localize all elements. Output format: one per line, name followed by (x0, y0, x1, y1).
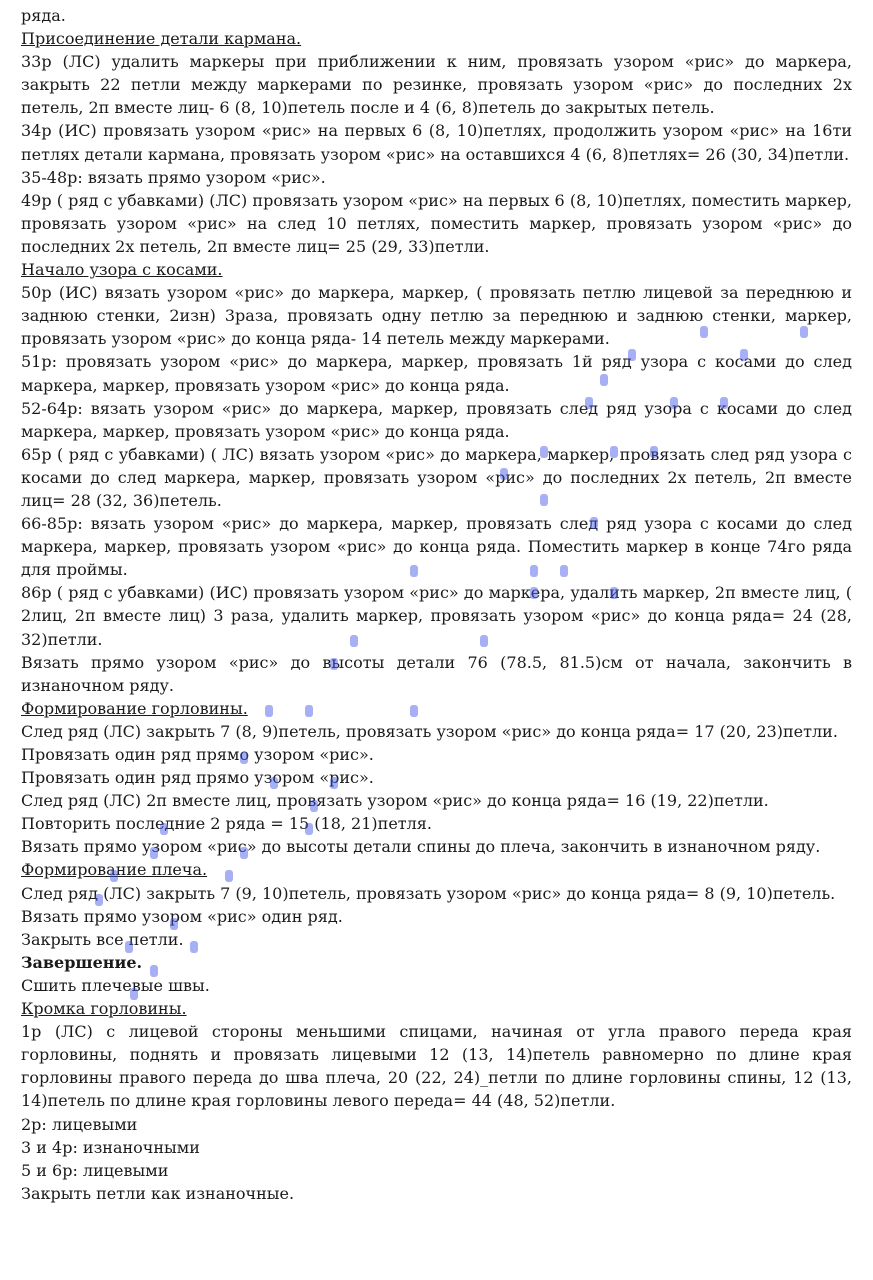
highlight-mark (330, 658, 338, 670)
highlight-mark (225, 870, 233, 882)
highlight-mark (240, 847, 248, 859)
section-heading: Присоединение детали кармана. (21, 29, 302, 49)
highlight-mark (240, 752, 248, 764)
paragraph: 49р ( ряд с убавками) (ЛС) провязать узором «рис» на первых 6 (8, 10)петлях, поместить маркер, провязать узором «рис» на след 10 петлях, поместить маркер, провязать узором «рис» до последних 2х петель, 2п вместе лиц= 25 (29, 33)петли. (21, 190, 852, 256)
paragraph: 51р: провязать узором «рис» до маркера, маркер, провязать 1й ряд узора с косами до след маркера, маркер, провязать узором «рис» до конца ряда. (21, 352, 852, 395)
highlight-mark (530, 587, 538, 599)
paragraph: 34р (ИС) провязать узором «рис» на первых 6 (8, 10)петлях, продолжить узором «рис» на 16ти петлях детали кармана, провязать узором «рис» на оставшихся 4 (6, 8)петлях= 26 (30, 34)петли. (21, 121, 852, 164)
paragraph: Закрыть петли как изнаночные. (21, 1183, 295, 1203)
paragraph: Повторить последние 2 ряда = 15 (18, 21)петля. (21, 814, 432, 834)
highlight-mark (190, 941, 198, 953)
highlight-mark (170, 918, 178, 930)
section-heading: Формирование горловины. (21, 698, 248, 718)
paragraph: 1р (ЛС) с лицевой стороны меньшими спицами, начиная от угла правого переда края горловины, поднять и провязать лицевыми 12 (13, 14)петель равномерно по длине края горловины правого переда до шва плеча, 20 (22, 24)_петли по длине горловины спины, 12 (13, 14)петель по длине края горловины левого переда= 44 (48, 52)петли. (21, 1022, 852, 1111)
paragraph: Закрыть все петли. (21, 929, 184, 949)
paragraph: 50р (ИС) вязать узором «рис» до маркера, маркер, ( провязать петлю лицевой за переднюю и заднюю стенки, 2изн) 3раза, провязать одну петлю за переднюю и заднюю стенки, маркер, провязать узором «рис» до конца ряда- 14 петель между маркерами. (21, 283, 852, 349)
highlight-mark (150, 965, 158, 977)
paragraph: 66-85р: вязать узором «рис» до маркера, маркер, провязать след ряд узора с косами до след маркера, маркер, провязать узором «рис» до конца ряда. Поместить маркер в конце 74го ряда для проймы. (21, 514, 852, 580)
highlight-mark (130, 988, 138, 1000)
highlight-mark (305, 705, 313, 717)
paragraph: 52-64р: вязать узором «рис» до маркера, маркер, провязать след ряд узора с косами до след маркера, маркер, провязать узором «рис» до конца ряда. (21, 398, 852, 441)
highlight-mark (160, 823, 168, 835)
highlight-mark (125, 941, 133, 953)
paragraph: ряда. (21, 6, 66, 25)
highlight-mark (330, 777, 338, 789)
highlight-mark (670, 397, 678, 409)
paragraph: Провязать один ряд прямо узором «рис». (21, 745, 374, 764)
paragraph: 33р (ЛС) удалить маркеры при приближении к ним, провязать узором «рис» до маркера, закрыть 22 петли между маркерами по резинке, провязать узором «рис» до последних 2х петель, 2п вместе лиц- 6 (8, 10)петель после и 4 (6, 8)петель до закрытых петель. (21, 52, 852, 118)
highlight-mark (500, 468, 508, 480)
highlight-mark (720, 397, 728, 409)
highlight-mark (610, 446, 618, 458)
highlight-mark (310, 800, 318, 812)
highlight-mark (590, 517, 598, 529)
paragraph: 5 и 6р: лицевыми (21, 1160, 169, 1180)
section-heading: Кромка горловины. (21, 999, 187, 1019)
highlight-mark (270, 777, 278, 789)
highlight-mark (740, 349, 748, 361)
section-heading: Начало узора с косами. (21, 260, 223, 280)
highlight-mark (95, 894, 103, 906)
highlight-mark (410, 565, 418, 577)
bold-heading: Завершение. (21, 952, 143, 972)
highlight-mark (480, 635, 488, 647)
highlight-mark (560, 565, 568, 577)
paragraph: Вязать прямо узором «рис» один ряд. (21, 906, 343, 926)
highlight-mark (585, 397, 593, 409)
paragraph: Вязать прямо узором «рис» до высоты детали 76 (78.5, 81.5)см от начала, закончить в изнаночном ряду. (21, 652, 852, 695)
paragraph: Провязать один ряд прямо узором «рис». (21, 768, 374, 788)
paragraph: 86р ( ряд с убавками) (ИС) провязать узором «рис» до маркера, удалить маркер, 2п вместе лиц, ( 2лиц, 2п вместе лиц) 3 раза, удалить маркер, провязать узором «рис» до конца ряда= 24 (28, 32)петли. (21, 583, 852, 649)
paragraph: След ряд (ЛС) закрыть 7 (9, 10)петель, провязать узором «рис» до конца ряда= 8 (9, 10)петель. (21, 883, 836, 903)
highlight-mark (150, 847, 158, 859)
highlight-mark (110, 870, 118, 882)
paragraph: 3 и 4р: изнаночными (21, 1137, 200, 1157)
highlight-mark (265, 705, 273, 717)
highlight-mark (610, 587, 618, 599)
paragraph: Вязать прямо узором «рис» до высоты детали спины до плеча, закончить в изнаночном ряду. (21, 837, 821, 857)
paragraph: Сшить плечевые швы. (21, 975, 210, 995)
highlight-mark (700, 326, 708, 338)
paragraph: 65р ( ряд с убавками) ( ЛС) вязать узором «рис» до маркера, маркер, провязать след ряд узора с косами до след маркера, маркер, провязать узором «рис» до последних 2х петель, 2п вместе лиц= 28 (32, 36)петель. (21, 444, 852, 510)
paragraph: 35-48р: вязать прямо узором «рис». (21, 167, 326, 187)
document-page (21, 4, 852, 1205)
highlight-mark (410, 705, 418, 717)
highlight-mark (540, 494, 548, 506)
highlight-mark (650, 446, 658, 458)
section-heading: Формирование плеча. (21, 860, 208, 880)
highlight-mark (305, 823, 313, 835)
highlight-mark (530, 565, 538, 577)
paragraph: След ряд (ЛС) 2п вместе лиц, провязать узором «рис» до конца ряда= 16 (19, 22)петли. (21, 791, 769, 811)
highlight-mark (800, 326, 808, 338)
paragraph: След ряд (ЛС) закрыть 7 (8, 9)петель, провязать узором «рис» до конца ряда= 17 (20, 23)петли. (21, 721, 838, 741)
highlight-mark (600, 374, 608, 386)
paragraph: 2р: лицевыми (21, 1114, 138, 1134)
highlight-mark (540, 446, 548, 458)
highlight-mark (628, 349, 636, 361)
highlight-mark (350, 635, 358, 647)
